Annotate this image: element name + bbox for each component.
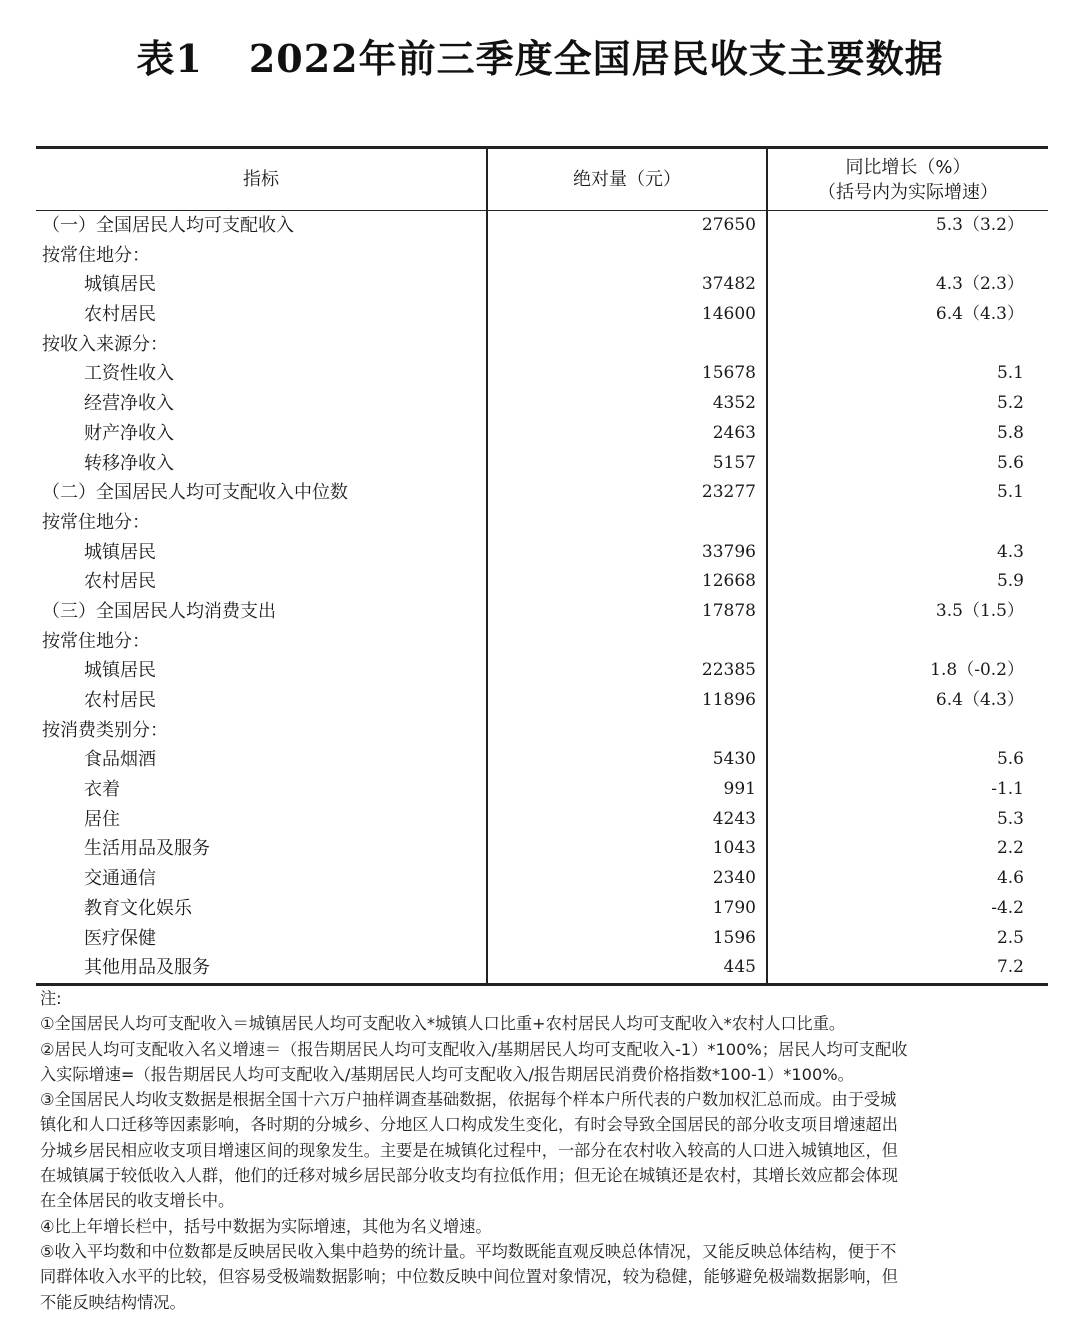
row-growth-value: 6.4（4.3） bbox=[935, 304, 1024, 325]
row-absolute-value: 15678 bbox=[701, 363, 756, 384]
row-growth-value: -1.1 bbox=[991, 779, 1024, 800]
table-row bbox=[36, 270, 1048, 300]
row-growth-value: 3.5（1.5） bbox=[935, 600, 1024, 621]
header-growth-line2: （括号内为实际增速） bbox=[818, 181, 998, 203]
row-indicator: 交通通信 bbox=[84, 868, 156, 890]
table-row bbox=[36, 775, 1048, 805]
table-number: 表1 bbox=[136, 36, 203, 81]
table-title: 2022年前三季度全国居民收支主要数据 bbox=[248, 36, 944, 81]
row-indicator: 按消费类别分： bbox=[42, 719, 168, 741]
row-absolute-value: 12668 bbox=[701, 571, 756, 592]
row-absolute-value: 5157 bbox=[712, 452, 756, 473]
table-row bbox=[36, 211, 1048, 241]
row-indicator: 按常住地分： bbox=[42, 630, 150, 652]
row-absolute-value: 14600 bbox=[701, 304, 756, 325]
table-body bbox=[36, 211, 1048, 983]
row-indicator: 农村居民 bbox=[84, 690, 156, 711]
row-growth-value: 4.3 bbox=[996, 541, 1024, 562]
note-line: ①全国居民人均可支配收入＝城镇居民人均可支配收入*城镇人口比重+农村居民人均可支配收入*农村人口比重。 bbox=[40, 1014, 846, 1034]
note-line: ③全国居民人均收支数据是根据全国十六万户抽样调查基础数据，依据每个样本户所代表的户数加权汇总而成。由于受城 bbox=[40, 1090, 897, 1110]
note-line: ④比上年增长栏中，括号中数据为实际增速，其他为名义增速。 bbox=[40, 1216, 492, 1236]
row-indicator: 转移净收入 bbox=[84, 452, 174, 474]
row-absolute-value: 4243 bbox=[712, 808, 756, 829]
note-line: 镇化和人口迁移等因素影响，各时期的分城乡、分地区人口构成发生变化，有时会导致全国居民的部分收支项目增速超出 bbox=[40, 1115, 898, 1135]
row-indicator: 食品烟酒 bbox=[84, 749, 156, 771]
row-indicator: 生活用品及服务 bbox=[84, 838, 210, 860]
header-growth bbox=[768, 149, 1048, 210]
row-indicator: 经营净收入 bbox=[84, 393, 174, 415]
row-growth-value: 5.1 bbox=[996, 482, 1024, 503]
row-growth-value: 5.2 bbox=[996, 393, 1024, 414]
table-row bbox=[36, 805, 1048, 835]
table-row bbox=[36, 864, 1048, 894]
row-indicator: 城镇居民 bbox=[84, 541, 156, 563]
row-growth-value: 5.1 bbox=[996, 363, 1024, 384]
table-header bbox=[36, 149, 1048, 211]
note-line: 分城乡居民相应收支项目增速区间的现象发生。主要是在城镇化过程中，一部分在农村收入较高的人口进入城镇地区，但 bbox=[40, 1140, 898, 1160]
row-absolute-value: 23277 bbox=[701, 482, 756, 503]
table-row bbox=[36, 538, 1048, 568]
row-growth-value: -4.2 bbox=[991, 897, 1024, 918]
note-line: ②居民人均可支配收入名义增速＝（报告期居民人均可支配收入/基期居民人均可支配收入-1）*100%；居民人均可支配收 bbox=[40, 1039, 908, 1059]
row-absolute-value: 5430 bbox=[712, 749, 756, 770]
row-indicator: 财产净收入 bbox=[84, 422, 174, 444]
note-line: 入实际增速=（报告期居民人均可支配收入/基期居民人均可支配收入/报告期居民消费价格指数*100-1）*100%。 bbox=[40, 1064, 854, 1084]
row-growth-value: 5.3 bbox=[996, 808, 1024, 829]
row-indicator: 其他用品及服务 bbox=[84, 957, 210, 979]
header-indicator: 指标 bbox=[243, 169, 279, 190]
note-line: 在城镇属于较低收入人群，他们的迁移对城乡居民部分收支均有拉低作用；但无论在城镇还是农村，其增长效应都会体现 bbox=[40, 1166, 898, 1186]
row-growth-value: 2.5 bbox=[996, 927, 1024, 948]
note-line: ⑤收入平均数和中位数都是反映居民收入集中趋势的统计量。平均数既能直观反映总体情况，又能反映总体结构，便于不 bbox=[40, 1241, 897, 1261]
table-row bbox=[36, 834, 1048, 864]
row-indicator: 衣着 bbox=[84, 779, 120, 801]
row-absolute-value: 2463 bbox=[712, 422, 756, 443]
table-row bbox=[36, 686, 1048, 716]
row-indicator: 城镇居民 bbox=[84, 274, 156, 296]
row-growth-value: 5.8 bbox=[996, 422, 1024, 443]
row-absolute-value: 37482 bbox=[701, 274, 756, 295]
row-absolute-value: 1596 bbox=[712, 927, 756, 948]
row-growth-value: 5.3（3.2） bbox=[935, 215, 1024, 235]
table-row bbox=[36, 241, 1048, 271]
row-indicator: 按常住地分： bbox=[42, 511, 150, 533]
table-row bbox=[36, 508, 1048, 538]
table-row bbox=[36, 300, 1048, 330]
row-absolute-value: 17878 bbox=[701, 600, 756, 621]
table-row bbox=[36, 419, 1048, 449]
note-line: 同群体收入水平的比较，但容易受极端数据影响；中位数反映中间位置对象情况，较为稳健，能够避免极端数据影响，但 bbox=[40, 1267, 898, 1287]
row-absolute-value: 27650 bbox=[701, 215, 756, 235]
note-line: 在全体居民的收支增长中。 bbox=[40, 1191, 235, 1211]
row-indicator: 教育文化娱乐 bbox=[84, 897, 192, 919]
row-growth-value: 4.3（2.3） bbox=[935, 274, 1024, 295]
row-growth-value: 6.4（4.3） bbox=[935, 690, 1024, 710]
row-growth-value: 1.8（-0.2） bbox=[930, 660, 1024, 681]
row-indicator: 按常住地分： bbox=[42, 244, 150, 266]
row-absolute-value: 11896 bbox=[701, 690, 756, 710]
row-growth-value: 7.2 bbox=[996, 957, 1024, 978]
table-row bbox=[36, 924, 1048, 954]
row-growth-value: 5.9 bbox=[996, 571, 1024, 592]
note-line: 不能反映结构情况。 bbox=[40, 1292, 186, 1312]
row-indicator: （三）全国居民人均消费支出 bbox=[42, 600, 276, 622]
table-row bbox=[36, 597, 1048, 627]
row-indicator: 居住 bbox=[84, 808, 120, 830]
notes-section bbox=[40, 986, 1044, 1315]
row-absolute-value: 445 bbox=[723, 957, 756, 978]
table-row bbox=[36, 716, 1048, 746]
row-absolute-value: 1790 bbox=[712, 897, 756, 918]
table-row bbox=[36, 389, 1048, 419]
row-indicator: 工资性收入 bbox=[84, 363, 174, 385]
table-row bbox=[36, 449, 1048, 479]
row-absolute-value: 2340 bbox=[712, 868, 756, 889]
table-row bbox=[36, 330, 1048, 360]
table-row bbox=[36, 745, 1048, 775]
row-indicator: 农村居民 bbox=[84, 304, 156, 326]
table-row bbox=[36, 953, 1048, 983]
row-indicator: （一）全国居民人均可支配收入 bbox=[42, 215, 294, 236]
row-indicator: 城镇居民 bbox=[84, 660, 156, 682]
table-row bbox=[36, 627, 1048, 657]
row-absolute-value: 1043 bbox=[712, 838, 756, 859]
data-table bbox=[36, 146, 1048, 986]
row-growth-value: 5.6 bbox=[996, 749, 1024, 770]
row-indicator: 按收入来源分： bbox=[42, 333, 168, 355]
table-row bbox=[36, 894, 1048, 924]
row-growth-value: 2.2 bbox=[996, 838, 1024, 859]
row-absolute-value: 4352 bbox=[712, 393, 756, 414]
header-absolute: 绝对量（元） bbox=[573, 169, 681, 190]
row-indicator: 农村居民 bbox=[84, 571, 156, 593]
header-growth-line1: 同比增长（%） bbox=[845, 156, 971, 178]
row-indicator: 医疗保健 bbox=[84, 927, 156, 949]
row-absolute-value: 22385 bbox=[701, 660, 756, 681]
table-row bbox=[36, 656, 1048, 686]
table-row bbox=[36, 567, 1048, 597]
table-row bbox=[36, 359, 1048, 389]
row-growth-value: 5.6 bbox=[996, 452, 1024, 473]
table-row bbox=[36, 478, 1048, 508]
row-growth-value: 4.6 bbox=[996, 868, 1024, 889]
page-title bbox=[0, 28, 1080, 83]
row-absolute-value: 991 bbox=[723, 779, 756, 800]
notes-heading: 注: bbox=[40, 989, 62, 1008]
row-absolute-value: 33796 bbox=[701, 541, 756, 562]
row-indicator: （二）全国居民人均可支配收入中位数 bbox=[42, 482, 348, 504]
